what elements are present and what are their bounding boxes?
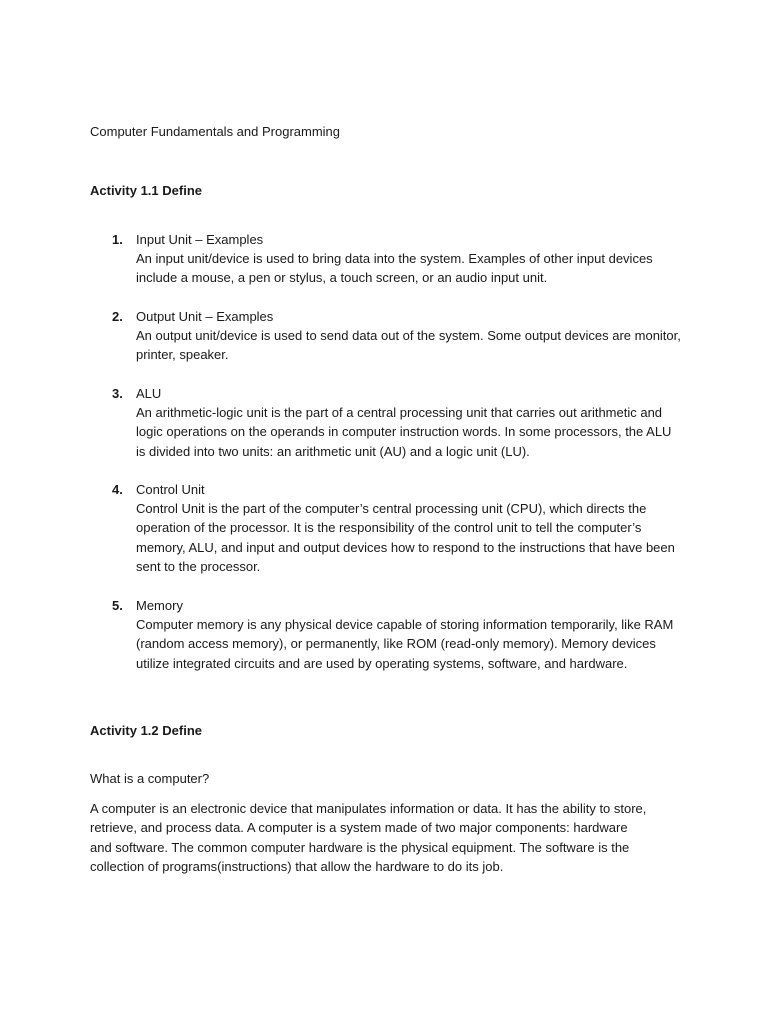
item-term: Input Unit – Examples bbox=[136, 232, 264, 247]
item-definition: Computer memory is any physical device capable of storing information temporarily, like RAM (random access memory), or permanently, like ROM (read-only memory). Memory devices utilize integrated circuits and are used by operating systems, software, and hardware. bbox=[136, 617, 674, 671]
document-title: Computer Fundamentals and Programming bbox=[90, 124, 341, 139]
item-definition: An arithmetic-logic unit is the part of a central processing unit that carries out arithmetic and logic operations on the operands in computer instruction words. In some processors, the ALU is divided into two units: an arithmetic unit (AU) and a logic unit (LU). bbox=[136, 405, 672, 459]
item-number: 4. bbox=[112, 482, 123, 497]
item-term: ALU bbox=[136, 386, 162, 401]
item-definition: Control Unit is the part of the computer’s central processing unit (CPU), which directs the operation of the processor. It is the responsibility of the control unit to tell the computer’s memory, ALU, and input and output devices how to respond to the instructions that have been sent to the processor. bbox=[136, 501, 675, 574]
item-number: 1. bbox=[112, 232, 123, 247]
item-number: 3. bbox=[112, 386, 123, 401]
activity-1-heading: Activity 1.1 Define bbox=[90, 183, 202, 198]
item-number: 5. bbox=[112, 598, 123, 613]
item-definition: An output unit/device is used to send data out of the system. Some output devices are monitor, printer, speaker. bbox=[136, 328, 681, 363]
answer-paragraph: A computer is an electronic device that manipulates information or data. It has the ability to store, retrieve, and process data. A computer is a system made of two major components: hardware and software. The common computer hardware is the physical equipment. The software is the collection of programs(instructions) that allow the hardware to do its job. bbox=[90, 801, 647, 874]
question-text: What is a computer? bbox=[90, 771, 210, 786]
item-number: 2. bbox=[112, 309, 123, 324]
activity-2-heading: Activity 1.2 Define bbox=[90, 723, 202, 738]
item-term: Memory bbox=[136, 598, 183, 613]
item-term: Control Unit bbox=[136, 482, 205, 497]
item-definition: An input unit/device is used to bring data into the system. Examples of other input devices include a mouse, a pen or stylus, a touch screen, or an audio input unit. bbox=[136, 251, 653, 286]
item-term: Output Unit – Examples bbox=[136, 309, 274, 324]
